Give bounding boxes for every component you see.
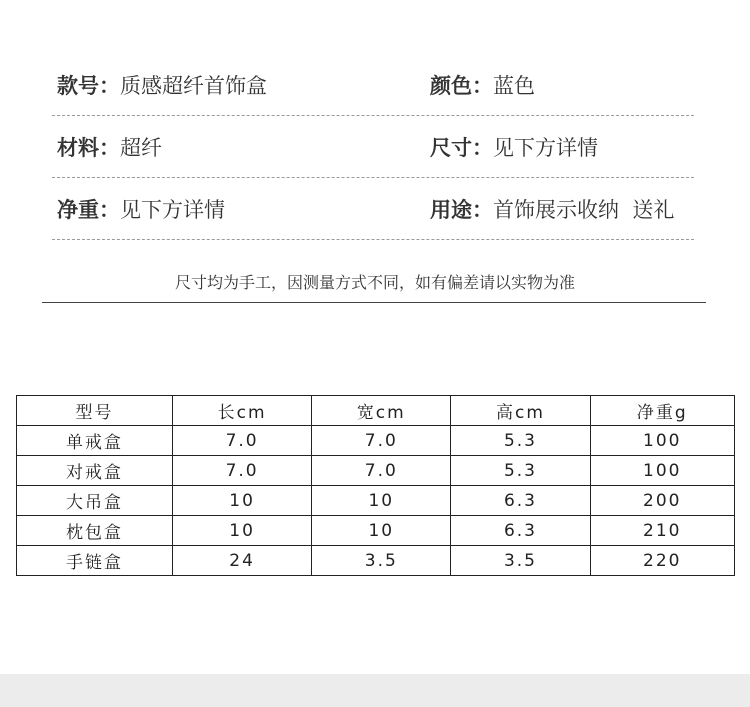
spec-row-weight-usage bbox=[52, 178, 694, 240]
model-cell: 手链盒 bbox=[17, 546, 173, 576]
weight-cell: 100 bbox=[590, 426, 734, 456]
width-cell: 10 bbox=[312, 486, 451, 516]
weight-cell: 100 bbox=[590, 456, 734, 486]
spec-material bbox=[57, 132, 162, 162]
model-cell: 枕包盒 bbox=[17, 516, 173, 546]
spec-value: 蓝色 bbox=[493, 74, 535, 98]
spec-value: 超纤 bbox=[120, 136, 162, 160]
spec-label: 款号： bbox=[57, 74, 120, 98]
height-cell: 3.5 bbox=[451, 546, 590, 576]
column-header-width: 宽cm bbox=[312, 396, 451, 426]
spec-usage bbox=[430, 194, 674, 224]
table-row bbox=[17, 486, 735, 516]
spec-value: 见下方详情 bbox=[493, 136, 598, 160]
footer-band bbox=[0, 674, 750, 707]
table-header-row bbox=[17, 396, 735, 426]
spec-weight bbox=[57, 194, 225, 224]
table-row bbox=[17, 516, 735, 546]
weight-cell: 210 bbox=[590, 516, 734, 546]
height-cell: 5.3 bbox=[451, 426, 590, 456]
width-cell: 10 bbox=[312, 516, 451, 546]
column-header-height: 高cm bbox=[451, 396, 590, 426]
spec-label: 用途： bbox=[430, 198, 493, 222]
model-cell: 单戒盒 bbox=[17, 426, 173, 456]
spec-label: 材料： bbox=[57, 136, 120, 160]
spec-value: 质感超纤首饰盒 bbox=[120, 74, 267, 98]
spec-label: 颜色： bbox=[430, 74, 493, 98]
length-cell: 24 bbox=[173, 546, 312, 576]
spec-style bbox=[57, 70, 267, 100]
length-cell: 10 bbox=[173, 486, 312, 516]
measurement-note: 尺寸均为手工，因测量方式不同，如有偏差请以实物为准 bbox=[174, 273, 575, 292]
table-row bbox=[17, 426, 735, 456]
height-cell: 6.3 bbox=[451, 516, 590, 546]
height-cell: 5.3 bbox=[451, 456, 590, 486]
length-cell: 7.0 bbox=[173, 456, 312, 486]
table-row bbox=[17, 546, 735, 576]
spec-value: 见下方详情 bbox=[120, 198, 225, 222]
weight-cell: 220 bbox=[590, 546, 734, 576]
size-table bbox=[16, 395, 735, 576]
length-cell: 10 bbox=[173, 516, 312, 546]
spec-size bbox=[430, 132, 598, 162]
height-cell: 6.3 bbox=[451, 486, 590, 516]
spec-value: 首饰展示收纳 送礼 bbox=[493, 198, 675, 222]
width-cell: 3.5 bbox=[312, 546, 451, 576]
model-cell: 大吊盒 bbox=[17, 486, 173, 516]
column-header-weight: 净重g bbox=[590, 396, 734, 426]
column-header-length: 长cm bbox=[173, 396, 312, 426]
length-cell: 7.0 bbox=[173, 426, 312, 456]
divider bbox=[42, 302, 706, 303]
table-row bbox=[17, 456, 735, 486]
spec-row-style-color bbox=[52, 54, 694, 116]
width-cell: 7.0 bbox=[312, 426, 451, 456]
column-header-model: 型号 bbox=[17, 396, 173, 426]
model-cell: 对戒盒 bbox=[17, 456, 173, 486]
spec-label: 尺寸： bbox=[430, 136, 493, 160]
weight-cell: 200 bbox=[590, 486, 734, 516]
width-cell: 7.0 bbox=[312, 456, 451, 486]
spec-color bbox=[430, 70, 535, 100]
spec-label: 净重： bbox=[57, 198, 120, 222]
spec-row-material-size bbox=[52, 116, 694, 178]
